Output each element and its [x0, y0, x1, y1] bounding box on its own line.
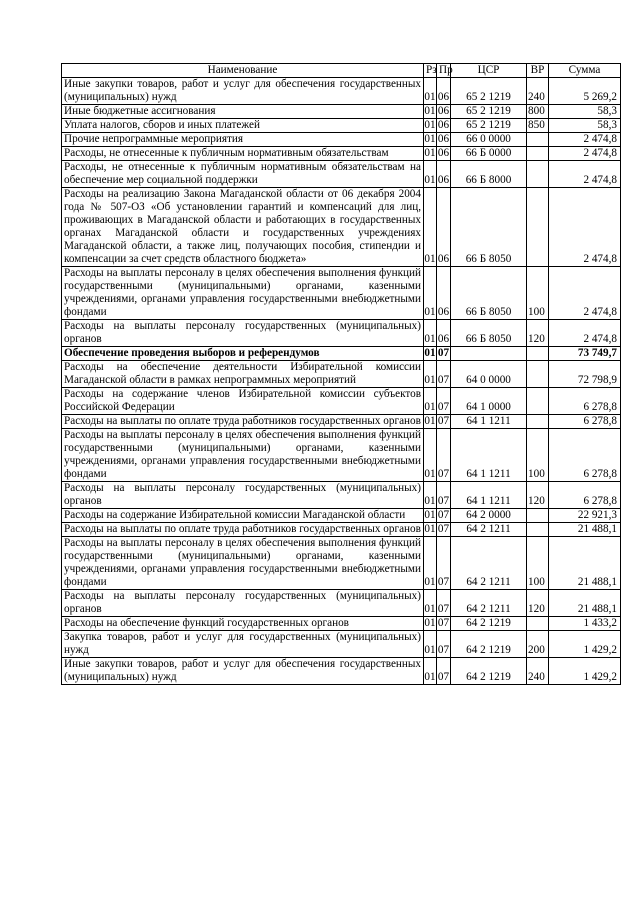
table-row: [62, 482, 621, 509]
cell-rz: 01: [424, 267, 437, 320]
cell-pr: 07: [437, 361, 451, 388]
cell-name: Иные закупки товаров, работ и услуг для обеспечения государственных (муниципальных) нужд: [62, 658, 424, 685]
cell-sum: 58,3: [549, 119, 621, 133]
cell-sum: 6 278,8: [549, 388, 621, 415]
cell-rz: 01: [424, 482, 437, 509]
table-row: [62, 658, 621, 685]
cell-rz: 01: [424, 509, 436, 521]
cell-sum: 58,3: [549, 105, 621, 119]
cell-name: Расходы на выплаты персоналу государственных (муниципальных) органов: [62, 482, 424, 509]
cell-rz: 01: [424, 415, 436, 427]
cell-sum: 6 278,8: [549, 482, 621, 509]
cell-vr: [527, 509, 549, 523]
cell-vr: [527, 161, 549, 188]
cell-sum: 2 474,8: [549, 161, 621, 188]
cell-csr: 65 2 1219: [451, 105, 527, 119]
cell-csr: [451, 347, 527, 361]
cell-sum: 5 269,2: [549, 78, 621, 105]
cell-csr: 64 2 1219: [451, 617, 527, 631]
cell-vr: [527, 188, 549, 267]
header-sum: Сумма: [549, 64, 621, 78]
cell-csr: 65 2 1219: [451, 119, 527, 133]
cell-csr: 66 Б 8050: [451, 188, 527, 267]
cell-name: Расходы на выплаты персоналу в целях обеспечения выполнения функций государственными (муниципальными) органами, казенными учреждениями, органами управления государственными внебюджетными фондами: [62, 267, 424, 320]
cell-pr: 07: [437, 347, 450, 359]
cell-rz: 01: [424, 119, 436, 131]
cell-rz: 01: [424, 361, 437, 388]
table-row: [62, 388, 621, 415]
cell-vr: [527, 415, 549, 429]
cell-sum: 1 429,2: [549, 658, 621, 685]
header-vr: ВР: [527, 64, 549, 78]
cell-csr: 64 1 0000: [451, 388, 527, 415]
cell-vr: 120: [527, 482, 549, 509]
cell-name: Расходы на обеспечение функций государственных органов: [62, 617, 424, 631]
cell-pr: 06: [437, 267, 451, 320]
cell-pr: 06: [437, 119, 450, 131]
cell-sum: 2 474,8: [549, 133, 621, 147]
cell-pr: 07: [437, 415, 450, 427]
cell-csr: 64 2 1211: [451, 590, 527, 617]
table-row: [62, 617, 621, 631]
cell-vr: 120: [527, 320, 549, 347]
cell-rz: 01: [424, 188, 437, 267]
cell-sum: 21 488,1: [549, 537, 621, 590]
cell-sum: 22 921,3: [549, 509, 621, 523]
cell-vr: 120: [527, 590, 549, 617]
cell-csr: 64 2 0000: [451, 509, 527, 523]
cell-sum: 2 474,8: [549, 267, 621, 320]
cell-pr: 06: [437, 188, 451, 267]
cell-sum: 1 433,2: [549, 617, 621, 631]
cell-pr: 06: [437, 78, 451, 105]
cell-name: Иные бюджетные ассигнования: [62, 105, 424, 119]
cell-sum: 21 488,1: [549, 590, 621, 617]
table-row: [62, 133, 621, 147]
cell-rz: 01: [424, 133, 436, 145]
cell-csr: 64 2 1219: [451, 658, 527, 685]
cell-pr: 06: [437, 161, 451, 188]
cell-name: Расходы на выплаты по оплате труда работников государственных органов: [62, 415, 424, 429]
cell-sum: 73 749,7: [549, 347, 621, 361]
budget-table: [61, 63, 621, 685]
cell-pr: 07: [437, 658, 451, 685]
cell-sum: 2 474,8: [549, 188, 621, 267]
cell-sum: 6 278,8: [549, 429, 621, 482]
cell-rz: 01: [424, 388, 437, 415]
cell-pr: 07: [437, 617, 450, 629]
cell-name: Обеспечение проведения выборов и референдумов: [62, 347, 424, 361]
cell-csr: 66 Б 8050: [451, 267, 527, 320]
table-row: [62, 161, 621, 188]
cell-csr: 64 0 0000: [451, 361, 527, 388]
cell-csr: 65 2 1219: [451, 78, 527, 105]
cell-csr: 64 2 1211: [451, 523, 527, 537]
cell-name: Расходы на выплаты персоналу государственных (муниципальных) органов: [62, 320, 424, 347]
table-row: [62, 537, 621, 590]
cell-name: Расходы на содержание Избирательной комиссии Магаданской области: [62, 509, 424, 523]
cell-pr: 06: [437, 133, 450, 145]
cell-name: Расходы, не отнесенные к публичным нормативным обязательствам на обеспечение мер социальной поддержки: [62, 161, 424, 188]
cell-vr: 200: [527, 631, 549, 658]
cell-vr: 240: [527, 658, 549, 685]
cell-vr: [527, 361, 549, 388]
cell-pr: 07: [437, 523, 450, 535]
cell-rz: 01: [424, 429, 437, 482]
cell-vr: 100: [527, 429, 549, 482]
cell-pr: 06: [437, 147, 450, 159]
table-row: [62, 267, 621, 320]
cell-vr: 100: [527, 537, 549, 590]
cell-sum: 2 474,8: [549, 147, 621, 161]
cell-name: Иные закупки товаров, работ и услуг для обеспечения государственных (муниципальных) нужд: [62, 78, 424, 105]
cell-pr: 07: [437, 482, 451, 509]
cell-name: Расходы на выплаты персоналу в целях обеспечения выполнения функций государственными (муниципальными) органами, казенными учреждениями, органами управления государственными внебюджетными фондами: [62, 537, 424, 590]
cell-vr: [527, 617, 549, 631]
cell-csr: 64 1 1211: [451, 429, 527, 482]
cell-name: Прочие непрограммные мероприятия: [62, 133, 424, 147]
cell-name: Расходы на содержание членов Избирательной комиссии субъектов Российской Федерации: [62, 388, 424, 415]
header-rz: Рз: [424, 64, 437, 78]
cell-rz: 01: [424, 523, 436, 535]
cell-rz: 01: [424, 631, 437, 658]
table-row: [62, 361, 621, 388]
cell-csr: 64 2 1219: [451, 631, 527, 658]
cell-name: Расходы на выплаты по оплате труда работников государственных органов: [62, 523, 424, 537]
table-row: [62, 78, 621, 105]
cell-sum: 2 474,8: [549, 320, 621, 347]
cell-rz: 01: [424, 658, 437, 685]
cell-pr: 07: [437, 631, 451, 658]
cell-name: Расходы на обеспечение деятельности Избирательной комиссии Магаданской области в рамках непрограммных мероприятий: [62, 361, 424, 388]
header-pr: Пр: [437, 64, 451, 78]
table-row: [62, 119, 621, 133]
cell-vr: 100: [527, 267, 549, 320]
cell-pr: 06: [437, 320, 451, 347]
cell-rz: 01: [424, 590, 437, 617]
cell-csr: 64 2 1211: [451, 537, 527, 590]
cell-name: Расходы, не отнесенные к публичным нормативным обязательствам: [62, 147, 424, 161]
table-body: [62, 78, 621, 685]
cell-name: Расходы на реализацию Закона Магаданской области от 06 декабря 2004 года № 507-ОЗ «Об установлении гарантий и компенсаций для лиц, проживающих в Магаданской области и работающих в государственных органах Магаданской области и государственных учреждениях Магаданской области, а также лиц, получающих пособия, стипендии и компенсации за счет средств областного бюджета»: [62, 188, 424, 267]
cell-name: Расходы на выплаты персоналу в целях обеспечения выполнения функций государственными (муниципальными) органами, казенными учреждениями, органами управления государственными внебюджетными фондами: [62, 429, 424, 482]
cell-pr: 07: [437, 509, 450, 521]
cell-sum: 21 488,1: [549, 523, 621, 537]
cell-name: Закупка товаров, работ и услуг для государственных (муниципальных) нужд: [62, 631, 424, 658]
cell-rz: 01: [424, 161, 437, 188]
table-row: [62, 347, 621, 361]
cell-vr: 800: [527, 105, 549, 119]
cell-csr: 64 1 1211: [451, 415, 527, 429]
cell-vr: [527, 133, 549, 147]
table-row: [62, 147, 621, 161]
table-row: [62, 429, 621, 482]
cell-pr: 07: [437, 537, 451, 590]
table-row: [62, 105, 621, 119]
cell-csr: 66 Б 8000: [451, 161, 527, 188]
cell-vr: 240: [527, 78, 549, 105]
table-row: [62, 415, 621, 429]
cell-pr: 07: [437, 429, 451, 482]
cell-rz: 01: [424, 78, 437, 105]
cell-pr: 06: [437, 105, 450, 117]
cell-csr: 66 Б 8050: [451, 320, 527, 347]
header-name: Наименование: [62, 64, 424, 78]
cell-rz: 01: [424, 147, 436, 159]
header-csr: ЦСР: [451, 64, 527, 78]
cell-vr: [527, 523, 549, 537]
table-row: [62, 320, 621, 347]
table-header-row: [62, 64, 621, 78]
table-row: [62, 631, 621, 658]
cell-sum: 6 278,8: [549, 415, 621, 429]
cell-rz: 01: [424, 320, 437, 347]
cell-sum: 1 429,2: [549, 631, 621, 658]
cell-vr: [527, 347, 549, 361]
cell-vr: 850: [527, 119, 549, 133]
cell-pr: 07: [437, 590, 451, 617]
cell-vr: [527, 147, 549, 161]
cell-rz: 01: [424, 537, 437, 590]
table-row: [62, 188, 621, 267]
cell-name: Расходы на выплаты персоналу государственных (муниципальных) органов: [62, 590, 424, 617]
table-row: [62, 523, 621, 537]
cell-pr: 07: [437, 388, 451, 415]
cell-csr: 66 0 0000: [451, 133, 527, 147]
cell-rz: 01: [424, 105, 436, 117]
cell-rz: 01: [424, 347, 436, 359]
cell-sum: 72 798,9: [549, 361, 621, 388]
table-row: [62, 590, 621, 617]
cell-vr: [527, 388, 549, 415]
cell-rz: 01: [424, 617, 436, 629]
cell-csr: 66 Б 0000: [451, 147, 527, 161]
cell-name: Уплата налогов, сборов и иных платежей: [62, 119, 424, 133]
table-row: [62, 509, 621, 523]
cell-csr: 64 1 1211: [451, 482, 527, 509]
